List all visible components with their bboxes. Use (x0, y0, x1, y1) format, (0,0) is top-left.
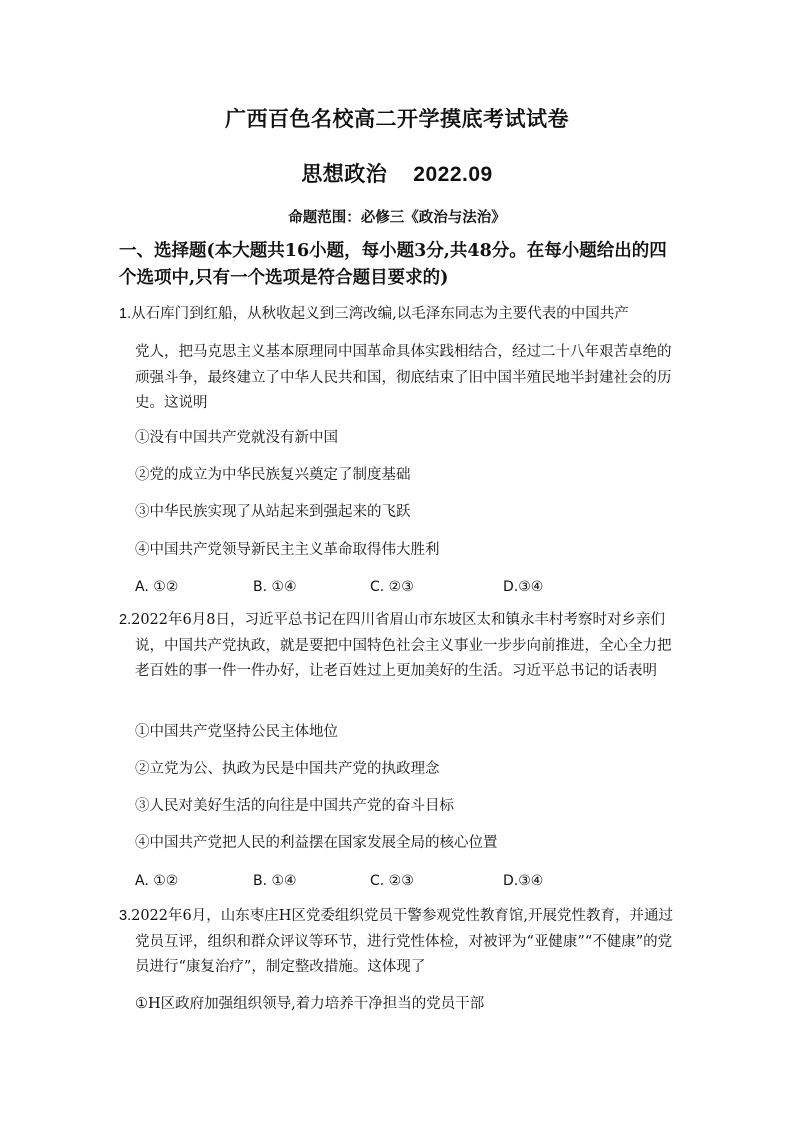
question-3-stem: 2022年6月，山东枣庄H区党委组织党员干警参观党性教育馆,开展党性教育，并通过党员互评，组织和群众评议等环节，进行党性体检，对被评为“亚健康”“不健康”的党员进行“康复治疗”，制定整改措施。这体现了 (131, 908, 673, 975)
choice-d[interactable]: D.③④ (503, 579, 544, 595)
question-1-option-3: ③中华民族实现了从站起来到强起来的飞跃 (135, 504, 411, 520)
question-2 (119, 608, 684, 685)
question-3 (119, 904, 684, 981)
question-2-stem: 2022年6月8日，习近平总书记在四川省眉山市东坡区太和镇永丰村考察时对乡亲们说，中国共产党执政，就是要把中国特色社会主义事业一步步向前推进，全心全力把老百姓的事一件一件办好，让老百姓过上更加美好的生活。习近平总书记的话表明 (131, 612, 672, 679)
question-1-option-1: ①没有中国共产党就没有新中国 (135, 430, 338, 446)
choice-b[interactable]: B. ①④ (253, 873, 297, 889)
exam-title: 广西百色名校高二开学摸底考试试卷 (225, 106, 569, 131)
choice-c[interactable]: C. ②③ (370, 873, 414, 889)
question-3-option-1: ①H区政府加强组织领导,着力培养干净担当的党员干部 (135, 996, 485, 1012)
question-1-stem-line1: 1.从石库门到红船，从秋收起义到三湾改编,以毛泽东同志为主要代表的中国共产 (119, 306, 629, 322)
question-2-option-3: ③人民对美好生活的向往是中国共产党的奋斗目标 (135, 798, 454, 814)
question-1-option-4: ④中国共产党领导新民主主义革命取得伟大胜利 (135, 542, 440, 558)
choice-d[interactable]: D.③④ (503, 873, 544, 889)
exam-date: 2022.09 (413, 163, 493, 186)
question-1-number: 1. (119, 306, 132, 322)
section-heading: 一、选择题(本大题共16小题，每小题3分,共48分。在每小题给出的四个选项中,只有一个选项是符合题目要求的) (119, 241, 667, 288)
exam-scope: 命题范围：必修三《政治与法治》 (288, 209, 506, 226)
choice-b[interactable]: B. ①④ (253, 579, 297, 595)
exam-subject: 思想政治 (301, 161, 388, 186)
question-1 (119, 302, 684, 328)
question-2-number: 2. (119, 612, 132, 628)
choice-a[interactable]: A. ①② (135, 579, 179, 595)
question-2-option-4: ④中国共产党把人民的利益摆在国家发展全局的核心位置 (135, 835, 498, 851)
question-2-option-2: ②立党为公、执政为民是中国共产党的执政理念 (135, 761, 440, 777)
choice-a[interactable]: A. ①② (135, 873, 179, 889)
choice-c[interactable]: C. ②③ (370, 579, 414, 595)
question-2-option-1: ①中国共产党坚持公民主体地位 (135, 724, 338, 740)
exam-subject-line (0, 158, 794, 188)
question-1-option-2: ②党的成立为中华民族复兴奠定了制度基础 (135, 467, 411, 483)
question-3-number: 3. (119, 908, 132, 924)
question-1-stem-rest: 党人，把马克思主义基本原理同中国革命具体实践相结合，经过二十八年艰苦卓绝的顽强斗争，最终建立了中华人民共和国，彻底结束了旧中国半殖民地半封建社会的历史。这说明 (135, 344, 672, 411)
